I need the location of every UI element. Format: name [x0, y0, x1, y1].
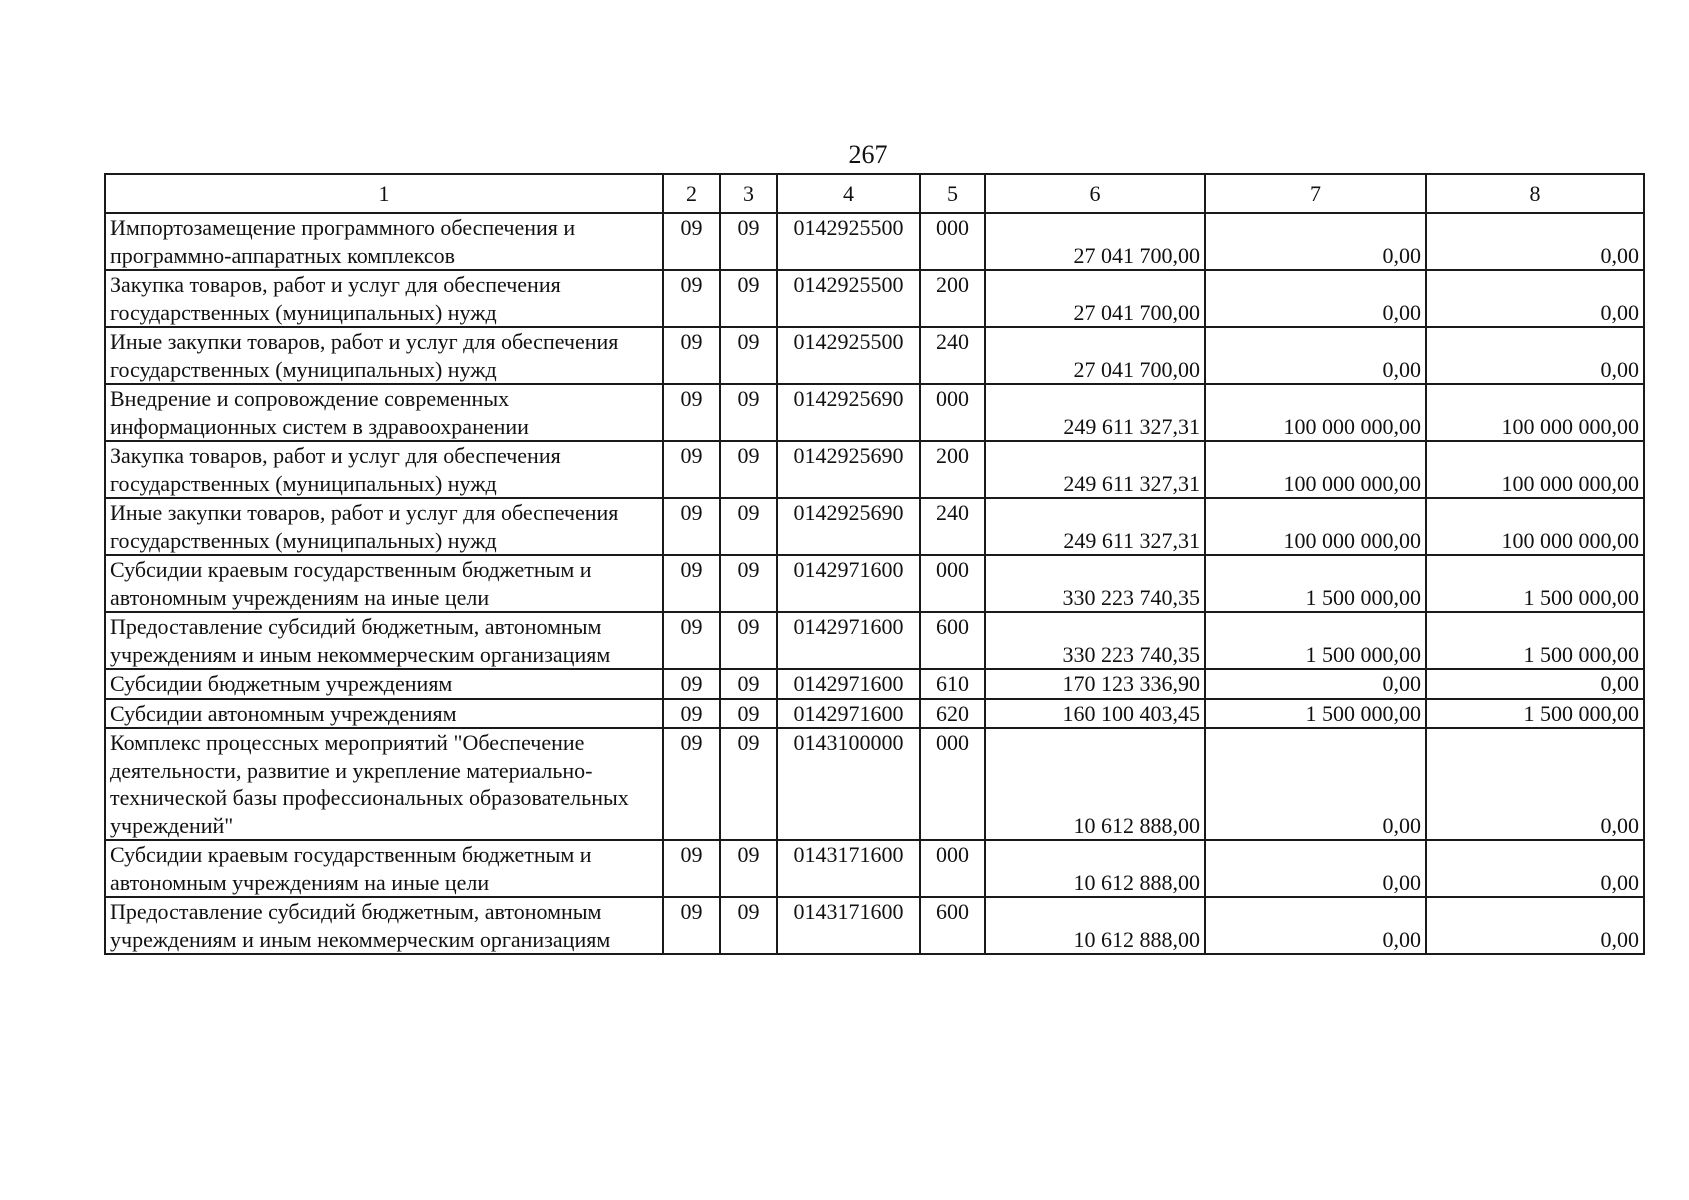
subchapter-cell: 09	[720, 669, 777, 699]
row-name-cell: Импортозамещение программного обеспечения и программно-аппаратных комплексов	[105, 213, 663, 270]
table-row	[105, 555, 1644, 612]
chapter-cell: 09	[663, 728, 720, 840]
subchapter-cell: 09	[720, 840, 777, 897]
expense-type-cell: 000	[920, 728, 985, 840]
amount-col-6-cell: 330 223 740,35	[985, 555, 1205, 612]
table-row	[105, 669, 1644, 699]
target-article-cell: 0142925500	[777, 213, 920, 270]
table-row	[105, 897, 1644, 954]
subchapter-cell: 09	[720, 327, 777, 384]
row-name-cell: Субсидии бюджетным учреждениям	[105, 669, 663, 699]
amount-col-8-cell: 1 500 000,00	[1426, 612, 1644, 669]
amount-col-7-cell: 0,00	[1205, 213, 1426, 270]
amount-col-6-cell: 27 041 700,00	[985, 270, 1205, 327]
amount-col-8-cell: 1 500 000,00	[1426, 555, 1644, 612]
chapter-cell: 09	[663, 213, 720, 270]
amount-col-7-cell: 0,00	[1205, 728, 1426, 840]
amount-col-8-cell: 100 000 000,00	[1426, 498, 1644, 555]
chapter-cell: 09	[663, 840, 720, 897]
target-article-cell: 0143171600	[777, 897, 920, 954]
column-header: 7	[1205, 174, 1426, 213]
amount-col-6-cell: 249 611 327,31	[985, 441, 1205, 498]
amount-col-6-cell: 249 611 327,31	[985, 498, 1205, 555]
chapter-cell: 09	[663, 441, 720, 498]
subchapter-cell: 09	[720, 498, 777, 555]
budget-table	[104, 173, 1645, 955]
expense-type-cell: 200	[920, 270, 985, 327]
amount-col-6-cell: 10 612 888,00	[985, 897, 1205, 954]
amount-col-6-cell: 10 612 888,00	[985, 728, 1205, 840]
table-row	[105, 327, 1644, 384]
expense-type-cell: 610	[920, 669, 985, 699]
subchapter-cell: 09	[720, 441, 777, 498]
target-article-cell: 0142925690	[777, 384, 920, 441]
amount-col-7-cell: 0,00	[1205, 327, 1426, 384]
row-name-cell: Предоставление субсидий бюджетным, автономным учреждениям и иным некоммерческим организациям	[105, 612, 663, 669]
table-row	[105, 270, 1644, 327]
table-row	[105, 441, 1644, 498]
amount-col-7-cell: 100 000 000,00	[1205, 384, 1426, 441]
subchapter-cell: 09	[720, 555, 777, 612]
amount-col-6-cell: 160 100 403,45	[985, 699, 1205, 729]
subchapter-cell: 09	[720, 699, 777, 729]
amount-col-8-cell: 0,00	[1426, 213, 1644, 270]
amount-col-8-cell: 0,00	[1426, 327, 1644, 384]
table-row	[105, 213, 1644, 270]
amount-col-8-cell: 100 000 000,00	[1426, 384, 1644, 441]
amount-col-6-cell: 330 223 740,35	[985, 612, 1205, 669]
expense-type-cell: 240	[920, 498, 985, 555]
row-name-cell: Комплекс процессных мероприятий "Обеспечение деятельности, развитие и укрепление материально-технической базы профессиональных образовательных учреждений"	[105, 728, 663, 840]
amount-col-7-cell: 0,00	[1205, 270, 1426, 327]
row-name-cell: Предоставление субсидий бюджетным, автономным учреждениям и иным некоммерческим организациям	[105, 897, 663, 954]
target-article-cell: 0142971600	[777, 555, 920, 612]
target-article-cell: 0142925690	[777, 498, 920, 555]
row-name-cell: Иные закупки товаров, работ и услуг для обеспечения государственных (муниципальных) нужд	[105, 498, 663, 555]
chapter-cell: 09	[663, 612, 720, 669]
row-name-cell: Иные закупки товаров, работ и услуг для обеспечения государственных (муниципальных) нужд	[105, 327, 663, 384]
amount-col-6-cell: 27 041 700,00	[985, 213, 1205, 270]
amount-col-8-cell: 0,00	[1426, 270, 1644, 327]
chapter-cell: 09	[663, 555, 720, 612]
expense-type-cell: 200	[920, 441, 985, 498]
column-number-row	[105, 174, 1644, 213]
subchapter-cell: 09	[720, 213, 777, 270]
amount-col-6-cell: 27 041 700,00	[985, 327, 1205, 384]
column-header: 5	[920, 174, 985, 213]
expense-type-cell: 620	[920, 699, 985, 729]
table-body	[105, 213, 1644, 954]
target-article-cell: 0142971600	[777, 669, 920, 699]
expense-type-cell: 600	[920, 612, 985, 669]
expense-type-cell: 000	[920, 840, 985, 897]
chapter-cell: 09	[663, 498, 720, 555]
amount-col-8-cell: 0,00	[1426, 897, 1644, 954]
page-number: 267	[848, 140, 888, 169]
target-article-cell: 0142971600	[777, 612, 920, 669]
table-row	[105, 840, 1644, 897]
row-name-cell: Внедрение и сопровождение современных информационных систем в здравоохранении	[105, 384, 663, 441]
row-name-cell: Субсидии автономным учреждениям	[105, 699, 663, 729]
expense-type-cell: 000	[920, 213, 985, 270]
amount-col-8-cell: 0,00	[1426, 840, 1644, 897]
column-header: 4	[777, 174, 920, 213]
chapter-cell: 09	[663, 669, 720, 699]
amount-col-6-cell: 170 123 336,90	[985, 669, 1205, 699]
row-name-cell: Субсидии краевым государственным бюджетным и автономным учреждениям на иные цели	[105, 555, 663, 612]
amount-col-7-cell: 0,00	[1205, 897, 1426, 954]
amount-col-6-cell: 10 612 888,00	[985, 840, 1205, 897]
expense-type-cell: 000	[920, 384, 985, 441]
expense-type-cell: 000	[920, 555, 985, 612]
chapter-cell: 09	[663, 327, 720, 384]
subchapter-cell: 09	[720, 270, 777, 327]
target-article-cell: 0143100000	[777, 728, 920, 840]
column-header: 8	[1426, 174, 1644, 213]
target-article-cell: 0143171600	[777, 840, 920, 897]
target-article-cell: 0142971600	[777, 699, 920, 729]
chapter-cell: 09	[663, 897, 720, 954]
subchapter-cell: 09	[720, 728, 777, 840]
amount-col-8-cell: 0,00	[1426, 669, 1644, 699]
table-row	[105, 384, 1644, 441]
chapter-cell: 09	[663, 699, 720, 729]
target-article-cell: 0142925500	[777, 327, 920, 384]
column-header: 2	[663, 174, 720, 213]
amount-col-7-cell: 0,00	[1205, 669, 1426, 699]
amount-col-7-cell: 1 500 000,00	[1205, 612, 1426, 669]
column-header: 3	[720, 174, 777, 213]
subchapter-cell: 09	[720, 897, 777, 954]
target-article-cell: 0142925690	[777, 441, 920, 498]
subchapter-cell: 09	[720, 612, 777, 669]
table-row	[105, 612, 1644, 669]
expense-type-cell: 240	[920, 327, 985, 384]
subchapter-cell: 09	[720, 384, 777, 441]
table-row	[105, 498, 1644, 555]
column-header: 1	[105, 174, 663, 213]
row-name-cell: Субсидии краевым государственным бюджетным и автономным учреждениям на иные цели	[105, 840, 663, 897]
amount-col-6-cell: 249 611 327,31	[985, 384, 1205, 441]
chapter-cell: 09	[663, 384, 720, 441]
amount-col-8-cell: 100 000 000,00	[1426, 441, 1644, 498]
target-article-cell: 0142925500	[777, 270, 920, 327]
amount-col-8-cell: 0,00	[1426, 728, 1644, 840]
expense-type-cell: 600	[920, 897, 985, 954]
row-name-cell: Закупка товаров, работ и услуг для обеспечения государственных (муниципальных) нужд	[105, 441, 663, 498]
amount-col-7-cell: 100 000 000,00	[1205, 498, 1426, 555]
amount-col-7-cell: 0,00	[1205, 840, 1426, 897]
amount-col-7-cell: 1 500 000,00	[1205, 555, 1426, 612]
table-row	[105, 728, 1644, 840]
column-header: 6	[985, 174, 1205, 213]
amount-col-7-cell: 1 500 000,00	[1205, 699, 1426, 729]
chapter-cell: 09	[663, 270, 720, 327]
table-row	[105, 699, 1644, 729]
row-name-cell: Закупка товаров, работ и услуг для обеспечения государственных (муниципальных) нужд	[105, 270, 663, 327]
amount-col-7-cell: 100 000 000,00	[1205, 441, 1426, 498]
amount-col-8-cell: 1 500 000,00	[1426, 699, 1644, 729]
